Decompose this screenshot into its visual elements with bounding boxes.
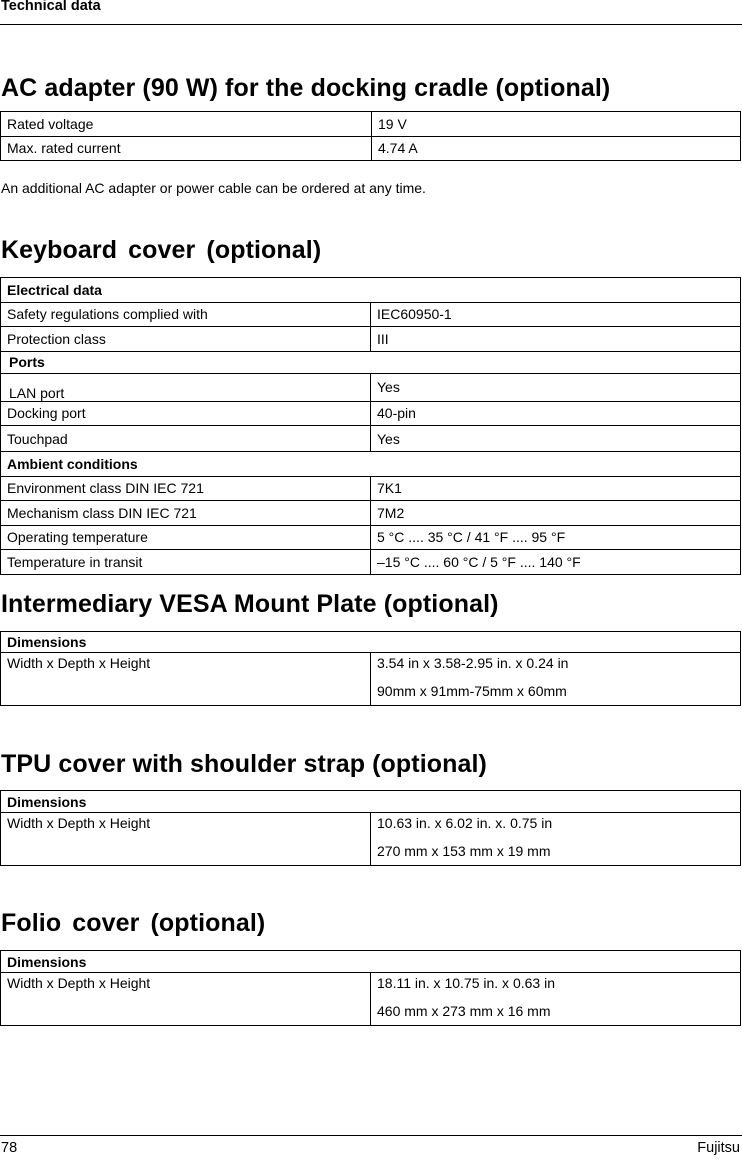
dimension-inches: 10.63 in. x 6.02 in. x. 0.75 in bbox=[377, 815, 553, 831]
vesa-plate-table bbox=[0, 631, 741, 706]
spec-value: III bbox=[371, 327, 741, 352]
table-row bbox=[1, 351, 741, 373]
brand-name: Fujitsu bbox=[697, 1140, 740, 1156]
vesa-plate-title: Intermediary VESA Mount Plate (optional) bbox=[1, 590, 499, 618]
dimensions-heading: Dimensions bbox=[1, 791, 741, 813]
spec-value: –15 °C .... 60 °C / 5 °F .... 140 °F bbox=[371, 550, 741, 575]
table-row bbox=[1, 550, 741, 575]
spec-label: Rated voltage bbox=[1, 112, 372, 137]
table-row bbox=[1, 373, 741, 401]
ac-adapter-note: An additional AC adapter or power cable can be ordered at any time. bbox=[1, 180, 426, 196]
spec-label: Mechanism class DIN IEC 721 bbox=[1, 501, 371, 526]
folio-cover-table bbox=[0, 950, 741, 1026]
spec-value bbox=[371, 973, 741, 1026]
folio-cover-title: Folio cover (optional) bbox=[1, 909, 266, 937]
spec-label: Max. rated current bbox=[1, 136, 372, 161]
dimension-millimeters: 90mm x 91mm-75mm x 60mm bbox=[377, 683, 567, 699]
table-row bbox=[1, 653, 741, 706]
spec-label: Protection class bbox=[1, 327, 371, 352]
tpu-cover-table bbox=[0, 790, 741, 866]
dimension-millimeters: 270 mm x 153 mm x 19 mm bbox=[377, 843, 551, 859]
spec-value: Yes bbox=[371, 373, 741, 401]
spec-label: LAN port bbox=[1, 373, 371, 401]
tpu-cover-title: TPU cover with shoulder strap (optional) bbox=[1, 750, 487, 778]
spec-label: Width x Depth x Height bbox=[1, 653, 371, 706]
table-row bbox=[1, 327, 741, 352]
spec-value: 40-pin bbox=[371, 401, 741, 426]
running-head: Technical data bbox=[1, 0, 101, 14]
table-row bbox=[1, 501, 741, 526]
header-rule bbox=[0, 24, 742, 25]
ports-heading: Ports bbox=[1, 351, 741, 373]
dimension-inches: 18.11 in. x 10.75 in. x 0.63 in bbox=[377, 975, 555, 991]
keyboard-cover-title: Keyboard cover (optional) bbox=[1, 236, 322, 264]
table-row bbox=[1, 112, 741, 137]
spec-value: Yes bbox=[371, 426, 741, 452]
spec-label: Touchpad bbox=[1, 426, 371, 452]
table-row bbox=[1, 973, 741, 1026]
spec-value: 5 °C .... 35 °C / 41 °F .... 95 °F bbox=[371, 525, 741, 550]
table-row bbox=[1, 791, 741, 813]
table-row bbox=[1, 452, 741, 477]
table-row bbox=[1, 525, 741, 550]
spec-label: Safety regulations complied with bbox=[1, 302, 371, 327]
table-row bbox=[1, 302, 741, 327]
ac-adapter-table bbox=[0, 111, 741, 161]
table-row bbox=[1, 476, 741, 501]
ambient-conditions-heading: Ambient conditions bbox=[1, 452, 741, 477]
table-row bbox=[1, 278, 741, 303]
spec-value bbox=[371, 653, 741, 706]
dimension-millimeters: 460 mm x 273 mm x 16 mm bbox=[377, 1003, 551, 1019]
electrical-data-heading: Electrical data bbox=[1, 278, 741, 303]
spec-value bbox=[371, 813, 741, 866]
spec-label: Width x Depth x Height bbox=[1, 813, 371, 866]
ac-adapter-title: AC adapter (90 W) for the docking cradle (optional) bbox=[1, 74, 611, 102]
dimensions-heading: Dimensions bbox=[1, 951, 741, 973]
dimension-inches: 3.54 in x 3.58-2.95 in. x 0.24 in bbox=[377, 655, 569, 671]
spec-label: Operating temperature bbox=[1, 525, 371, 550]
spec-value: IEC60950-1 bbox=[371, 302, 741, 327]
table-row bbox=[1, 951, 741, 973]
table-row bbox=[1, 813, 741, 866]
dimensions-heading: Dimensions bbox=[1, 632, 741, 653]
table-row bbox=[1, 632, 741, 653]
spec-value: 7M2 bbox=[371, 501, 741, 526]
spec-label: Environment class DIN IEC 721 bbox=[1, 476, 371, 501]
page-number: 78 bbox=[1, 1140, 18, 1156]
spec-value: 4.74 A bbox=[372, 136, 741, 161]
footer-rule bbox=[0, 1135, 742, 1136]
spec-value: 19 V bbox=[372, 112, 741, 137]
spec-label: Temperature in transit bbox=[1, 550, 371, 575]
table-row bbox=[1, 426, 741, 452]
table-row bbox=[1, 401, 741, 426]
table-row bbox=[1, 136, 741, 161]
spec-label: Width x Depth x Height bbox=[1, 973, 371, 1026]
spec-value: 7K1 bbox=[371, 476, 741, 501]
keyboard-cover-table bbox=[0, 277, 741, 575]
spec-label: Docking port bbox=[1, 401, 371, 426]
